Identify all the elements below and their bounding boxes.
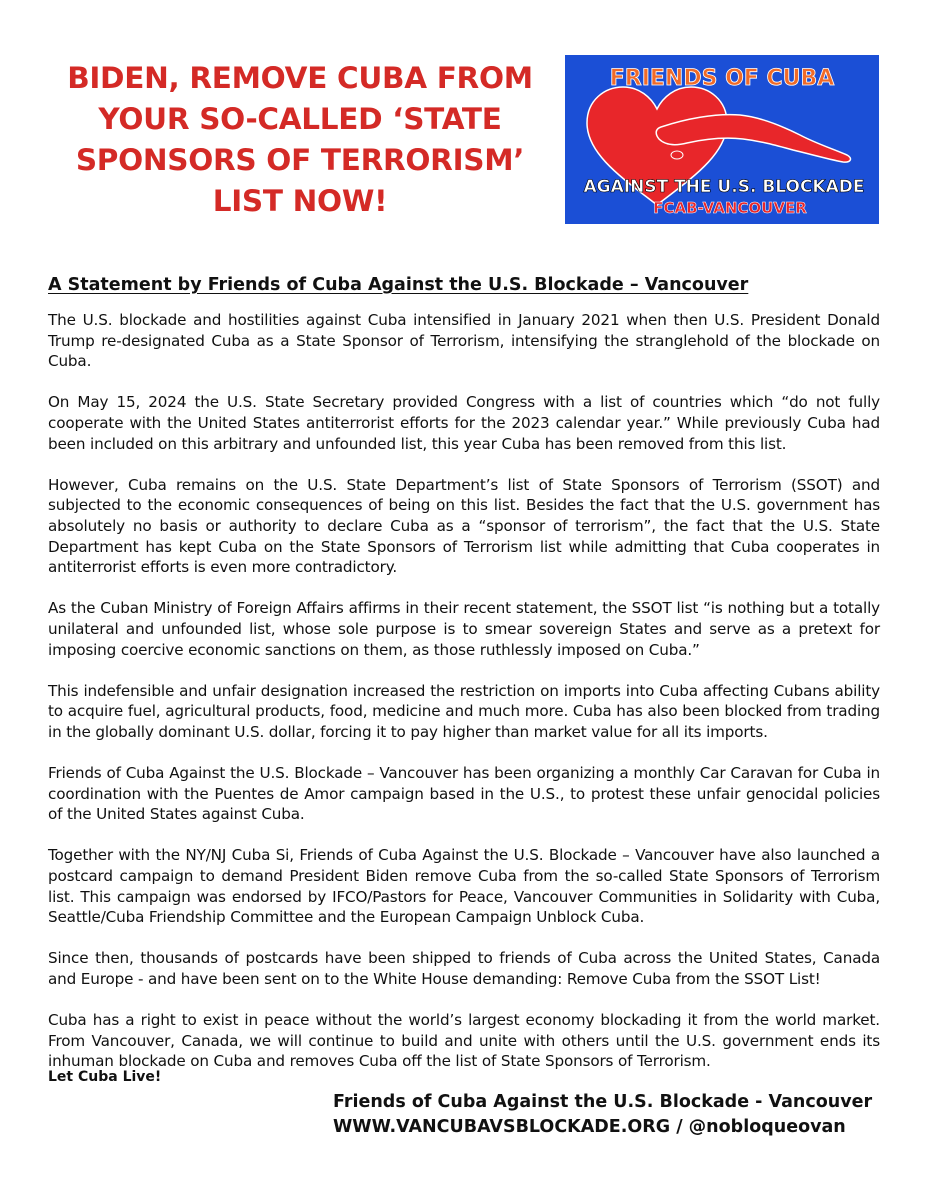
headline — [40, 58, 560, 222]
closing-line: Let Cuba Live! — [48, 1069, 162, 1085]
paragraph: Since then, thousands of postcards have been shipped to friends of Cuba across the United States, Canada and Europe - and have been sent on to the White House demanding: Remove Cuba from the SSOT List! — [48, 949, 880, 988]
paragraph: However, Cuba remains on the U.S. State Department’s list of State Sponsors of Terrorism (SSOT) and subjected to the economic consequences of being on this list. Besides the fact that the U.S. government has absolutely no basis or authority to declare Cuba as a “sponsor of terrorism”, the fact that the U.S. State Department has kept Cuba on the State Sponsors of Terrorism list while admitting that Cuba cooperates in antiterrorist efforts is even more contradictory. — [48, 475, 880, 577]
heart-with-cuba-map-icon — [565, 55, 879, 224]
headline-line: YOUR SO-CALLED ‘STATE — [98, 102, 502, 136]
footer-org: Friends of Cuba Against the U.S. Blockade - Vancouver — [333, 1092, 873, 1112]
paragraph: Friends of Cuba Against the U.S. Blockade – Vancouver has been organizing a monthly Car Caravan for Cuba in coordination with the Puentes de Amor campaign based in the U.S., to protest these unfair genocidal policies of the United States against Cuba. — [48, 764, 880, 824]
paragraph: Cuba has a right to exist in peace without the world’s largest economy blockading it from the world market. From Vancouver, Canada, we will continue to build and unite with others until the U.S. government ends its inhuman blockade on Cuba and removes Cuba off the list of State Sponsors of Terrorism. — [48, 1011, 880, 1071]
statement-body — [48, 310, 880, 1093]
headline-line: SPONSORS OF TERRORISM’ — [75, 143, 525, 177]
headline-line: LIST NOW! — [212, 184, 388, 218]
footer-contact: WWW.VANCUBAVSBLOCKADE.ORG / @nobloqueovan — [333, 1117, 846, 1137]
paragraph: On May 15, 2024 the U.S. State Secretary provided Congress with a list of countries which “do not fully cooperate with the United States antiterrorist efforts for the 2023 calendar year.” While previously Cuba had been included on this arbitrary and unfounded list, this year Cuba has been removed from this list. — [48, 393, 880, 453]
paragraph: The U.S. blockade and hostilities against Cuba intensified in January 2021 when then U.S. President Donald Trump re-designated Cuba as a State Sponsor of Terrorism, intensifying the stranglehold of the blockade on Cuba. — [48, 311, 880, 371]
logo-sub-text: FCAB-VANCOUVER — [653, 199, 807, 217]
paragraph: As the Cuban Ministry of Foreign Affairs affirms in their recent statement, the SSOT list “is nothing but a totally unilateral and unfounded list, whose sole purpose is to smear sovereign States and serve as a pretext for imposing coercive economic sanctions on them, as those ruthlessly imposed on Cuba.” — [48, 599, 880, 659]
paragraph: Together with the NY/NJ Cuba Si, Friends of Cuba Against the U.S. Blockade – Vancouver have also launched a postcard campaign to demand President Biden remove Cuba from the so-called State Sponsors of Terrorism list. This campaign was endorsed by IFCO/Pastors for Peace, Vancouver Communities in Solidarity with Cuba, Seattle/Cuba Friendship Committee and the European Campaign Unblock Cuba. — [48, 846, 880, 927]
logo-top-text: FRIENDS OF CUBA — [609, 66, 835, 91]
footer — [333, 1090, 872, 1140]
fcab-logo — [565, 55, 879, 224]
statement-title: A Statement by Friends of Cuba Against the U.S. Blockade – Vancouver — [48, 275, 749, 295]
paragraph: This indefensible and unfair designation increased the restriction on imports into Cuba affecting Cubans ability to acquire fuel, agricultural products, food, medicine and much more. Cuba has also been blocked from trading in the globally dominant U.S. dollar, forcing it to pay higher than market value for all its imports. — [48, 681, 880, 741]
logo-bottom-text: AGAINST THE U.S. BLOCKADE — [583, 177, 865, 197]
headline-line: BIDEN, REMOVE CUBA FROM — [67, 61, 533, 95]
